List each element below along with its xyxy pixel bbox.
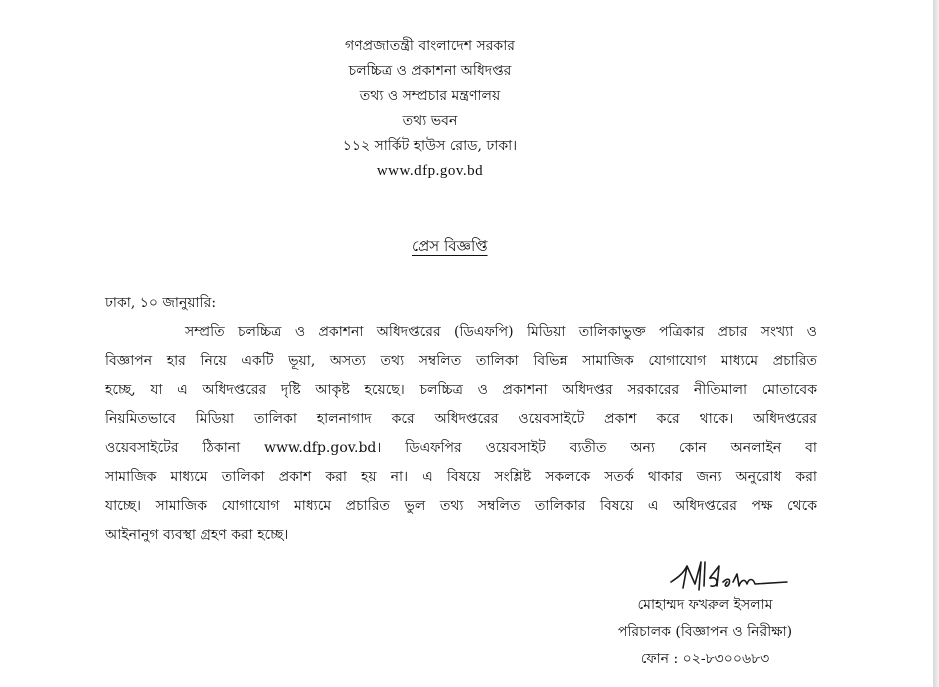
letterhead-ministry: তথ্য ও সম্প্রচার মন্ত্রণালয় — [359, 88, 501, 104]
letterhead-department: চলচ্চিত্র ও প্রকাশনা অধিদপ্তর — [348, 63, 512, 79]
body-line: হচ্ছে, যা এ অধিদপ্তরের দৃষ্টি আকৃষ্ট হয়েছে। চলচ্চিত্র ও প্রকাশনা অধিদপ্তর সরকারের নীতিমালা মোতাবেক — [105, 382, 817, 398]
signoff-block — [590, 592, 820, 673]
body-line: সম্প্রতি চলচ্চিত্র ও প্রকাশনা অধিদপ্তরের (ডিএফপি) মিডিয়া তালিকাভুক্ত পত্রিকার প্রচার সংখ্যা ও — [185, 324, 817, 340]
letterhead — [300, 34, 560, 184]
signatory-phone: ফোন : ০২-৮৩০০৬৮৩ — [640, 651, 770, 667]
signatory-name: মোহাম্মদ ফখরুল ইসলাম — [637, 597, 773, 613]
letterhead-website: www.dfp.gov.bd — [376, 163, 484, 179]
body-paragraph — [105, 318, 817, 550]
dateline: ঢাকা, ১০ জানুয়ারি: — [105, 295, 217, 311]
letterhead-address: ১১২ সার্কিট হাউস রোড, ঢাকা। — [342, 138, 518, 154]
body-line: ওয়েবসাইটের ঠিকানা www.dfp.gov.bd। ডিএফপির ওয়েবসাইট ব্যতীত অন্য কোন অনলাইন বা — [105, 440, 817, 456]
document-title: প্রেস বিজ্ঞপ্তি — [412, 237, 488, 255]
body-line: নিয়মিতভাবে মিডিয়া তালিকা হালনাগাদ করে অধিদপ্তরের ওয়েবসাইটে প্রকাশ করে থাকে। অধিদপ্তরের — [105, 411, 817, 427]
body-line: যাচ্ছে। সামাজিক যোগাযোগ মাধ্যমে প্রচারিত ভুল তথ্য সম্বলিত তালিকার বিষয়ে এ অধিদপ্তরের পক্ষ থেকে — [105, 498, 817, 514]
body-line: আইনানুগ ব্যবস্থা গ্রহণ করা হচ্ছে। — [105, 527, 289, 543]
body-line: সামাজিক মাধ্যমে তালিকা প্রকাশ করা হয় না। এ বিষয়ে সংশ্লিষ্ট সকলকে সতর্ক থাকার জন্য অনুরোধ করা — [105, 469, 817, 485]
letterhead-building: তথ্য ভবন — [402, 113, 458, 129]
signatory-designation: পরিচালক (বিজ্ঞাপন ও নিরীক্ষা) — [617, 624, 793, 640]
body-line: বিজ্ঞাপন হার নিয়ে একটি ভূয়া, অসত্য তথ্য সম্বলিত তালিকা বিভিন্ন সামাজিক যোগাযোগ মাধ্যমে প্রচারিত — [105, 353, 817, 369]
letterhead-government: গণপ্রজাতন্ত্রী বাংলাদেশ সরকার — [345, 38, 515, 54]
page-edge-shadow — [933, 0, 939, 687]
